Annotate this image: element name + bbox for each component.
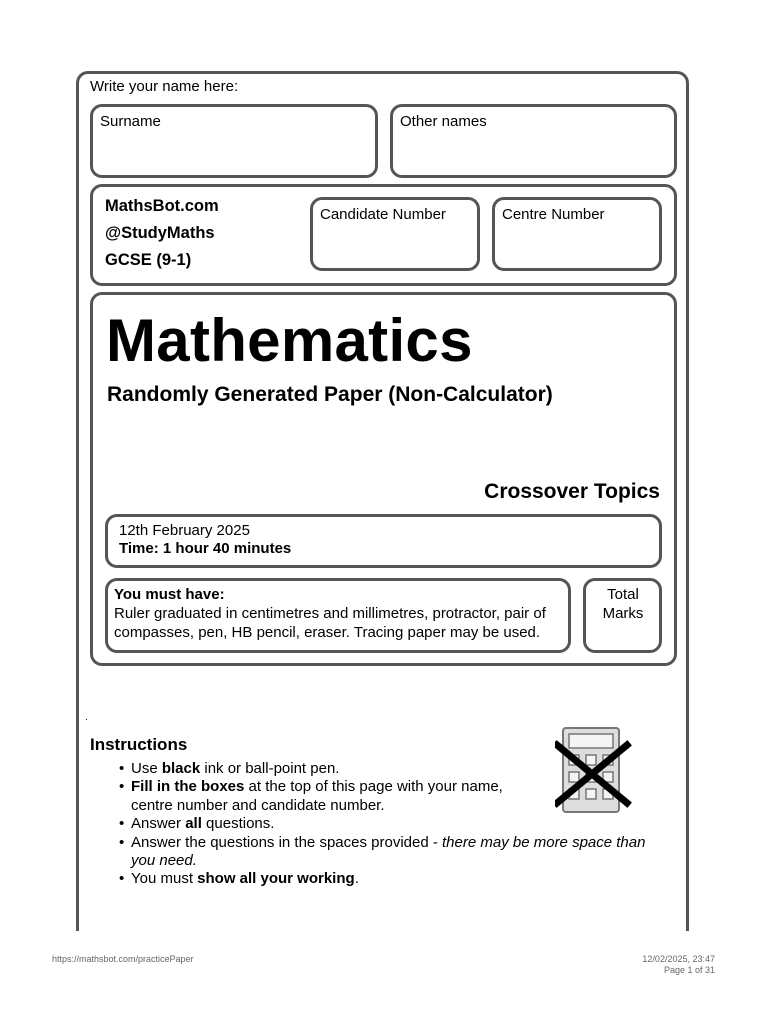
exam-date: 12th February 2025 [119, 522, 250, 539]
total-marks-label: Total Marks [602, 586, 644, 622]
list-item: • You must show all your working. [119, 870, 359, 888]
surname-box[interactable] [90, 104, 378, 178]
footer-page-number: Page 1 of 31 [663, 965, 715, 975]
qualification: GCSE (9-1) [105, 251, 192, 269]
brand-handle: @StudyMaths [105, 224, 215, 242]
candidate-number-label: Candidate Number [320, 206, 446, 223]
must-have-text [114, 585, 559, 649]
surname-label: Surname [100, 113, 161, 130]
paper-subtitle: Randomly Generated Paper (Non-Calculator) [107, 383, 553, 406]
list-item: • Answer all questions. [119, 815, 275, 833]
paper-topic: Crossover Topics [484, 480, 660, 503]
other-names-label: Other names [400, 113, 487, 130]
list-item: • Fill in the boxes at the top of this page with your name, centre number and candidate number. [119, 778, 503, 814]
must-have-title: You must have: [114, 586, 225, 603]
list-item: • Use black ink or ball-point pen. [119, 760, 340, 777]
centre-number-box[interactable] [492, 197, 662, 271]
footer-url: https://mathsbot.com/practicePaper [52, 954, 194, 964]
write-name-label: Write your name here: [90, 78, 239, 95]
brand-block [105, 193, 219, 274]
footer-page-info [642, 954, 715, 976]
stray-dot: . [85, 712, 88, 723]
list-item: • Answer the questions in the spaces provided - there may be more space than you need. [119, 833, 646, 870]
paper-title: Mathematics [106, 307, 473, 374]
candidate-number-box[interactable] [310, 197, 480, 271]
must-have-items: Ruler graduated in centimetres and millimetres, protractor, pair of compasses, pen, HB pencil, eraser. Tracing paper may be used. [114, 605, 546, 641]
date-time-text [119, 522, 291, 558]
brand-site: MathsBot.com [105, 197, 219, 215]
centre-number-label: Centre Number [502, 206, 605, 223]
other-names-box[interactable] [390, 104, 677, 178]
footer-datetime: 12/02/2025, 23:47 [642, 954, 715, 964]
exam-duration: Time: 1 hour 40 minutes [119, 540, 292, 557]
no-calculator-icon [555, 727, 633, 813]
instructions-heading: Instructions [90, 735, 188, 754]
